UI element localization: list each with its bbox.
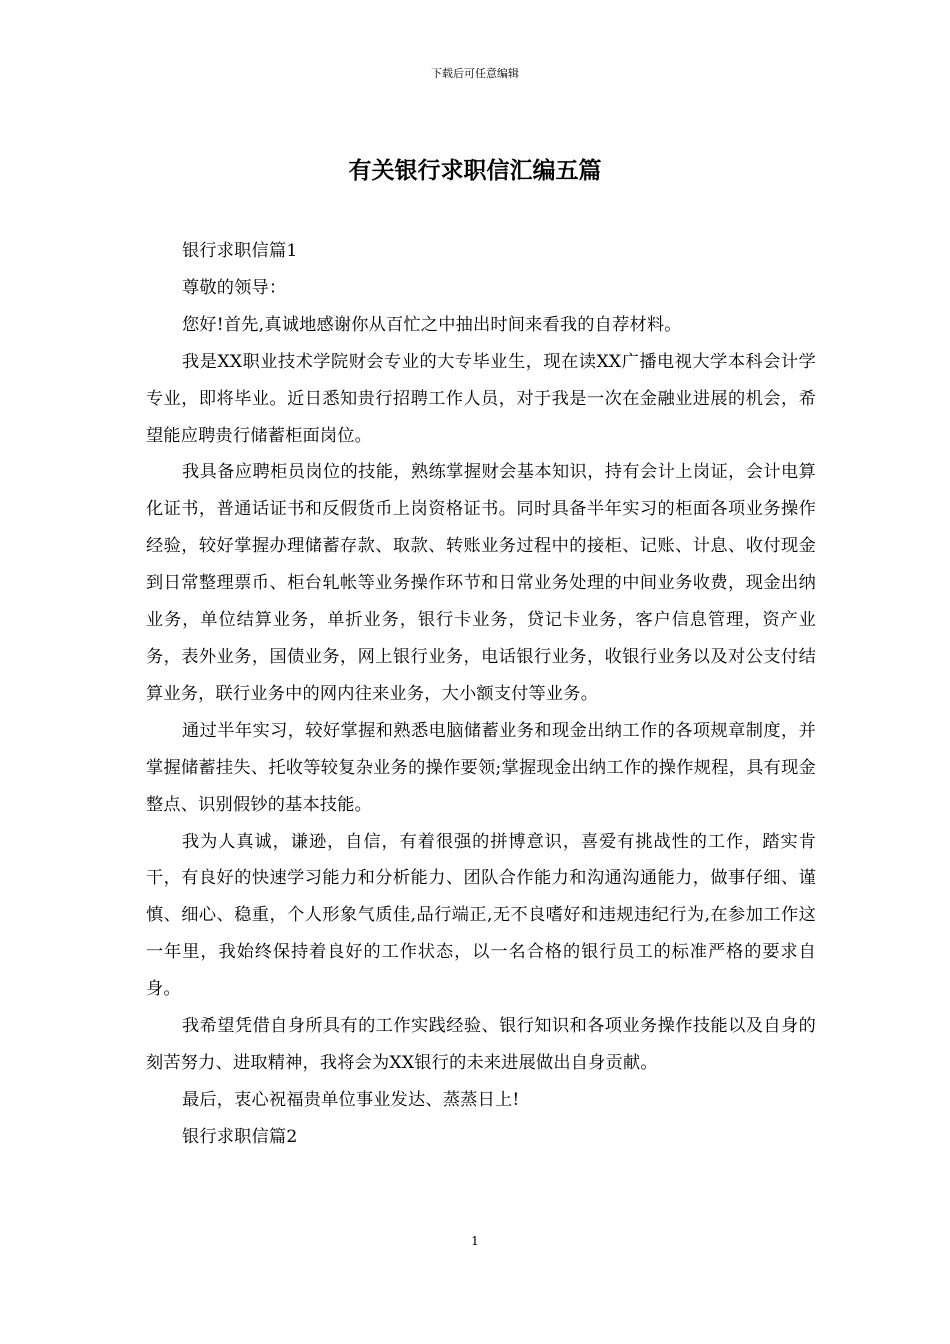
greeting-paragraph: 您好!首先,真诚地感谢你从百忙之中抽出时间来看我的自荐材料。 [182,314,682,335]
closing-paragraph: 最后，衷心祝福贵单位事业发达、蒸蒸日上! [182,1089,520,1110]
document-body [146,233,816,1156]
skills-paragraph: 我具备应聘柜员岗位的技能，熟练掌握财会基本知识，持有会计上岗证，会计电算化证书，普通话证书和反假货币上岗资格证书。同时具备半年实习的柜面各项业务操作经验，较好掌握办理储蓄存款、取款、转账业务过程中的接柜、记账、计息、收付现金到日常整理票币、柜台轧帐等业务操作环节和日常业务处理的中间业务收费，现金出纳业务，单位结算业务，单折业务，银行卡业务，贷记卡业务，客户信息管理，资产业务，表外业务，国债业务，网上银行业务，电话银行业务，收银行业务以及对公支付结算业务，联行业务中的网内往来业务，大小额支付等业务。 [146,462,816,704]
section-heading-2: 银行求职信篇2 [182,1126,298,1147]
document-title: 有关银行求职信汇编五篇 [348,157,602,184]
section-heading-1: 银行求职信篇1 [182,241,298,261]
aspiration-paragraph: 我希望凭借自身所具有的工作实践经验、银行知识和各项业务操作技能以及自身的刻苦努力、进取精神，我将会为XX银行的未来进展做出自身贡献。 [146,1016,816,1073]
intro-paragraph: 我是XX职业技术学院财会专业的大专毕业生，现在读XX广播电视大学本科会计学专业，即将毕业。近日悉知贵行招聘工作人员，对于我是一次在金融业进展的机会，希望能应聘贵行储蓄柜面岗位。 [146,351,816,446]
personality-paragraph: 我为人真诚，谦逊，自信，有着很强的拼博意识，喜爱有挑战性的工作，踏实肯干，有良好的快速学习能力和分析能力、团队合作能力和沟通沟通能力，做事仔细、谨慎、细心、稳重，个人形象气质佳,品行端正,无不良嗜好和违规违纪行为,在参加工作这一年里，我始终保持着良好的工作状态，以一名合格的银行员工的标准严格的要求自身。 [146,831,816,1000]
page-number: 1 [471,1234,479,1248]
salutation: 尊敬的领导： [182,277,287,298]
internship-paragraph: 通过半年实习，较好掌握和熟悉电脑储蓄业务和现金出纳工作的各项规章制度，并掌握储蓄挂失、托收等较复杂业务的操作要领;掌握现金出纳工作的操作规程，具有现金整点、识别假钞的基本技能。 [146,720,816,815]
header-note: 下载后可任意编辑 [431,67,519,80]
